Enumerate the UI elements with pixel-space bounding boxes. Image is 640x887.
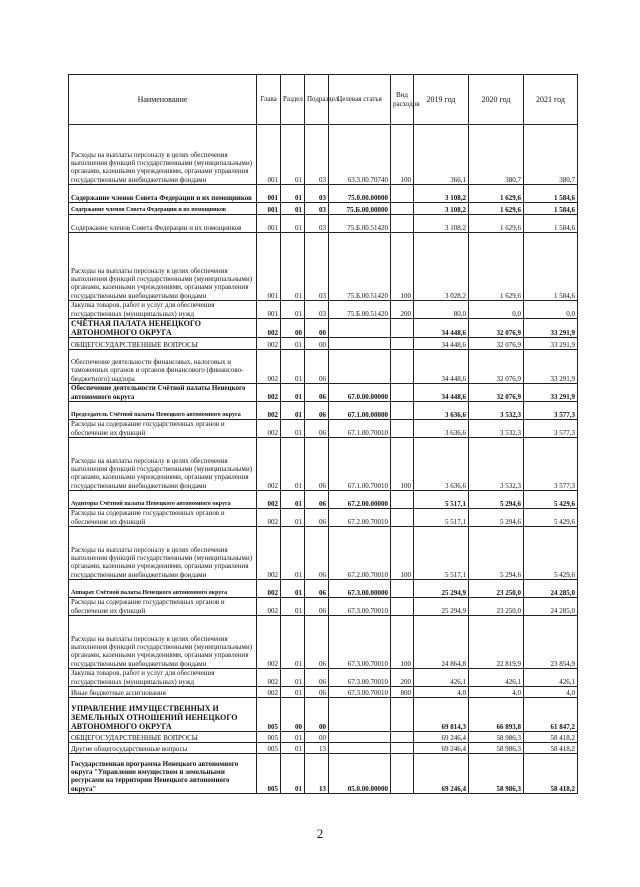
row-section: 01: [281, 527, 305, 580]
row-expense-type: 100: [391, 125, 414, 185]
row-value-2020: 32 076,9: [469, 350, 524, 384]
header-subsection: Подраздел: [305, 75, 329, 125]
row-subsection: 06: [305, 420, 329, 438]
row-article: [329, 338, 391, 350]
row-expense-type: 100: [391, 233, 414, 301]
row-section: 01: [281, 125, 305, 185]
row-article: [329, 698, 391, 732]
row-section: 01: [281, 491, 305, 509]
row-section: 00: [281, 319, 305, 338]
row-value-2020: 3 532,3: [469, 420, 524, 438]
row-section: 00: [281, 698, 305, 732]
row-section: 01: [281, 669, 305, 687]
row-expense-type: 800: [391, 687, 414, 698]
row-article: 67.2.00.70010: [329, 509, 391, 527]
row-section: 01: [281, 233, 305, 301]
table-row: [69, 527, 578, 580]
row-section: 01: [281, 732, 305, 743]
table-row: [69, 233, 578, 301]
table-row: [69, 125, 578, 185]
row-chapter: 002: [257, 338, 281, 350]
table-row: [69, 491, 578, 509]
row-name: Председатель Счётной палаты Ненецкого автономного округа: [69, 402, 257, 420]
row-article: 75.Б.00.51420: [329, 233, 391, 301]
row-value-2019: 3 108,2: [414, 185, 469, 203]
row-chapter: 002: [257, 438, 281, 491]
row-expense-type: [391, 350, 414, 384]
row-name: Государственная программа Ненецкого автономного округа "Управление имуществом и земельными ресурсами на территории Ненецкого автономного округа": [69, 754, 257, 794]
row-value-2019: 24 864,8: [414, 616, 469, 669]
row-value-2021: 33 291,9: [524, 384, 578, 402]
row-value-2019: 69 246,4: [414, 732, 469, 743]
row-value-2021: 24 285,0: [524, 598, 578, 616]
row-value-2021: 5 429,6: [524, 509, 578, 527]
row-name: Расходы на выплаты персоналу в целях обеспечения выполнения функций государственными (муниципальными) органами, казенными учреждениями, органами управления государственными внебюджетными фондами: [69, 233, 257, 301]
row-value-2019: 69 814,3: [414, 698, 469, 732]
row-name: Расходы на выплаты персоналу в целях обеспечения выполнения функций государственными (муниципальными) органами, казенными учреждениями, органами управления государственными внебюджетными фондами: [69, 527, 257, 580]
row-subsection: 06: [305, 438, 329, 491]
row-value-2021: 58 418,2: [524, 732, 578, 743]
row-section: 01: [281, 687, 305, 698]
row-value-2019: 5 517,1: [414, 527, 469, 580]
row-name: Расходы на содержание государственных органов и обеспечение их функций: [69, 598, 257, 616]
row-article: 67.2.00.70010: [329, 527, 391, 580]
row-section: 01: [281, 402, 305, 420]
row-value-2021: 380,7: [524, 125, 578, 185]
row-article: 67.0.00.00000: [329, 384, 391, 402]
row-name: СЧЁТНАЯ ПАЛАТА НЕНЕЦКОГО АВТОНОМНОГО ОКРУГА: [69, 319, 257, 338]
row-value-2019: 3 108,2: [414, 203, 469, 215]
row-section: 01: [281, 350, 305, 384]
row-expense-type: 200: [391, 669, 414, 687]
row-chapter: 002: [257, 687, 281, 698]
row-section: 01: [281, 616, 305, 669]
row-section: 01: [281, 384, 305, 402]
row-article: [329, 350, 391, 384]
row-value-2020: 23 250,0: [469, 598, 524, 616]
row-name: Расходы на содержание государственных органов и обеспечение их функций: [69, 420, 257, 438]
row-name: Аппарат Счётной палаты Ненецкого автономного округа: [69, 580, 257, 598]
row-value-2019: 3 636,6: [414, 402, 469, 420]
table-row: [69, 509, 578, 527]
row-name: Закупка товаров, работ и услуг для обеспечения государственных (муниципальных) нужд: [69, 669, 257, 687]
row-section: 01: [281, 743, 305, 754]
header-section: Раздел: [281, 75, 305, 125]
row-name: ОБЩЕГОСУДАРСТВЕННЫЕ ВОПРОСЫ: [69, 732, 257, 743]
row-value-2021: 23 854,9: [524, 616, 578, 669]
row-chapter: 001: [257, 185, 281, 203]
row-value-2020: 32 076,9: [469, 319, 524, 338]
row-value-2020: 380,7: [469, 125, 524, 185]
row-subsection: 06: [305, 527, 329, 580]
row-value-2019: 3 636,6: [414, 438, 469, 491]
row-chapter: 002: [257, 669, 281, 687]
row-name: Содержание членов Совета Федерации и их помощников: [69, 203, 257, 215]
row-article: [329, 743, 391, 754]
row-value-2019: 3 028,2: [414, 233, 469, 301]
row-article: 67.1.00.70010: [329, 420, 391, 438]
row-article: 67.1.00.00000: [329, 402, 391, 420]
row-value-2021: 58 418,2: [524, 754, 578, 794]
row-value-2020: 1 629,6: [469, 185, 524, 203]
row-value-2019: 5 517,1: [414, 509, 469, 527]
row-expense-type: [391, 598, 414, 616]
row-value-2019: 34 448,6: [414, 338, 469, 350]
row-value-2020: 1 629,6: [469, 203, 524, 215]
header-article: Целевая статья: [329, 75, 391, 125]
row-expense-type: [391, 215, 414, 233]
row-value-2020: 5 294,6: [469, 491, 524, 509]
table-header-row: [69, 75, 578, 125]
table-row: [69, 438, 578, 491]
row-value-2021: 4,0: [524, 687, 578, 698]
row-subsection: 03: [305, 185, 329, 203]
row-subsection: 06: [305, 350, 329, 384]
table-row: [69, 598, 578, 616]
row-value-2020: 32 076,9: [469, 384, 524, 402]
row-value-2019: 25 294,9: [414, 598, 469, 616]
row-value-2019: 69 246,4: [414, 743, 469, 754]
row-value-2020: 5 294,6: [469, 509, 524, 527]
row-chapter: 001: [257, 215, 281, 233]
row-section: 01: [281, 185, 305, 203]
row-subsection: 06: [305, 580, 329, 598]
row-subsection: 06: [305, 669, 329, 687]
row-subsection: 13: [305, 754, 329, 794]
row-subsection: 06: [305, 384, 329, 402]
row-value-2021: 33 291,9: [524, 319, 578, 338]
table-row: [69, 732, 578, 743]
row-value-2019: 69 246,4: [414, 754, 469, 794]
row-chapter: 002: [257, 527, 281, 580]
row-expense-type: [391, 754, 414, 794]
row-value-2020: 3 532,3: [469, 402, 524, 420]
page-number: 2: [316, 826, 324, 841]
row-value-2019: 426,1: [414, 669, 469, 687]
row-name: Обеспечение деятельности Счётной палаты Ненецкого автономного округа: [69, 384, 257, 402]
row-name: ОБЩЕГОСУДАРСТВЕННЫЕ ВОПРОСЫ: [69, 338, 257, 350]
row-name: Обеспечение деятельности финансовых, налоговых и таможенных органов и органов финансового (финансово-бюджетного) надзора: [69, 350, 257, 384]
row-expense-type: [391, 402, 414, 420]
row-name: УПРАВЛЕНИЕ ИМУЩЕСТВЕННЫХ И ЗЕМЕЛЬНЫХ ОТНОШЕНИЙ НЕНЕЦКОГО АВТОНОМНОГО ОКРУГА: [69, 698, 257, 732]
row-expense-type: 100: [391, 616, 414, 669]
row-subsection: 00: [305, 319, 329, 338]
row-article: 67.3.00.70010: [329, 616, 391, 669]
table-row: [69, 384, 578, 402]
row-expense-type: [391, 509, 414, 527]
row-subsection: 03: [305, 301, 329, 319]
row-value-2020: 5 294,6: [469, 527, 524, 580]
table-row: [69, 743, 578, 754]
row-section: 01: [281, 420, 305, 438]
row-value-2021: 426,1: [524, 669, 578, 687]
row-chapter: 001: [257, 301, 281, 319]
header-2020: 2020 год: [469, 75, 524, 125]
row-value-2021: 1 584,6: [524, 185, 578, 203]
table-row: [69, 754, 578, 794]
row-value-2020: 1 629,6: [469, 215, 524, 233]
row-section: 01: [281, 754, 305, 794]
budget-table: [68, 74, 578, 794]
row-subsection: 00: [305, 338, 329, 350]
header-expense-type: Вид расходов: [391, 75, 414, 125]
row-expense-type: [391, 319, 414, 338]
header-2021: 2021 год: [524, 75, 578, 125]
row-name: Расходы на содержание государственных органов и обеспечение их функций: [69, 509, 257, 527]
table-row: [69, 616, 578, 669]
row-article: 67.3.00.00000: [329, 580, 391, 598]
row-subsection: 00: [305, 732, 329, 743]
row-section: 01: [281, 203, 305, 215]
row-expense-type: 200: [391, 301, 414, 319]
row-article: [329, 732, 391, 743]
row-article: 05.0.00.00000: [329, 754, 391, 794]
row-chapter: 005: [257, 698, 281, 732]
row-expense-type: 100: [391, 438, 414, 491]
row-value-2019: 3 108,2: [414, 215, 469, 233]
row-value-2021: 0,0: [524, 301, 578, 319]
row-expense-type: [391, 203, 414, 215]
row-value-2020: 1 629,6: [469, 233, 524, 301]
row-value-2020: 23 250,0: [469, 580, 524, 598]
table-row: [69, 687, 578, 698]
row-value-2019: 34 448,6: [414, 384, 469, 402]
row-value-2020: 58 986,3: [469, 732, 524, 743]
row-value-2020: 58 986,3: [469, 754, 524, 794]
row-chapter: 005: [257, 743, 281, 754]
row-section: 01: [281, 580, 305, 598]
row-value-2019: 34 448,6: [414, 319, 469, 338]
row-expense-type: [391, 732, 414, 743]
table-row: [69, 669, 578, 687]
row-name: Содержание членов Совета Федерации и их помощников: [69, 215, 257, 233]
row-value-2020: 426,1: [469, 669, 524, 687]
row-expense-type: [391, 580, 414, 598]
row-expense-type: [391, 384, 414, 402]
row-name: Содержание членов Совета Федерации и их помощников: [69, 185, 257, 203]
table-row: [69, 215, 578, 233]
row-name: Другие общегосударственные вопросы: [69, 743, 257, 754]
row-subsection: 06: [305, 598, 329, 616]
budget-table-sheet: [68, 74, 577, 794]
row-article: 75.0.00.00000: [329, 185, 391, 203]
table-row: [69, 319, 578, 338]
row-subsection: 13: [305, 743, 329, 754]
table-row: [69, 420, 578, 438]
row-value-2021: 3 577,3: [524, 402, 578, 420]
row-expense-type: [391, 698, 414, 732]
row-value-2021: 24 285,0: [524, 580, 578, 598]
row-chapter: 002: [257, 580, 281, 598]
table-row: [69, 203, 578, 215]
row-subsection: 03: [305, 233, 329, 301]
row-article: 67.1.00.70010: [329, 438, 391, 491]
row-value-2021: 1 584,6: [524, 215, 578, 233]
row-chapter: 001: [257, 203, 281, 215]
row-value-2019: 4,0: [414, 687, 469, 698]
row-section: 01: [281, 509, 305, 527]
row-article: 75.Б.00.51420: [329, 215, 391, 233]
row-chapter: 002: [257, 491, 281, 509]
header-name: Наименование: [69, 75, 257, 125]
row-chapter: 002: [257, 616, 281, 669]
row-chapter: 002: [257, 384, 281, 402]
row-chapter: 002: [257, 350, 281, 384]
row-value-2019: 3 636,6: [414, 420, 469, 438]
row-subsection: 03: [305, 203, 329, 215]
row-value-2021: 1 584,6: [524, 233, 578, 301]
row-chapter: 002: [257, 319, 281, 338]
row-article: 75.Б.00.00000: [329, 203, 391, 215]
row-chapter: 001: [257, 125, 281, 185]
row-expense-type: [391, 338, 414, 350]
row-value-2021: 33 291,9: [524, 338, 578, 350]
row-value-2020: 0,0: [469, 301, 524, 319]
row-value-2020: 32 076,9: [469, 338, 524, 350]
row-value-2021: 58 418,2: [524, 743, 578, 754]
row-value-2020: 4,0: [469, 687, 524, 698]
row-subsection: 00: [305, 698, 329, 732]
row-name: Расходы на выплаты персоналу в целях обеспечения выполнения функций государственными (муниципальными) органами, казенными учреждениями, органами управления государственными внебюджетными фондами: [69, 125, 257, 185]
table-row: [69, 185, 578, 203]
row-value-2021: 33 291,9: [524, 350, 578, 384]
row-expense-type: [391, 491, 414, 509]
row-value-2020: 22 819,9: [469, 616, 524, 669]
row-chapter: 005: [257, 754, 281, 794]
row-expense-type: [391, 743, 414, 754]
row-name: Иные бюджетные ассигнования: [69, 687, 257, 698]
row-value-2021: 1 584,6: [524, 203, 578, 215]
row-section: 01: [281, 301, 305, 319]
row-subsection: 06: [305, 616, 329, 669]
row-value-2019: 5 517,1: [414, 491, 469, 509]
row-value-2021: 5 429,6: [524, 491, 578, 509]
row-expense-type: [391, 185, 414, 203]
row-section: 01: [281, 338, 305, 350]
row-subsection: 06: [305, 509, 329, 527]
row-value-2021: 5 429,6: [524, 527, 578, 580]
row-value-2020: 66 893,8: [469, 698, 524, 732]
row-section: 01: [281, 215, 305, 233]
row-name: Расходы на выплаты персоналу в целях обеспечения выполнения функций государственными (муниципальными) органами, казенными учреждениями, органами управления государственными внебюджетными фондами: [69, 616, 257, 669]
row-article: 67.2.00.00000: [329, 491, 391, 509]
row-article: [329, 319, 391, 338]
table-row: [69, 301, 578, 319]
row-section: 01: [281, 598, 305, 616]
row-value-2019: 25 294,9: [414, 580, 469, 598]
row-value-2020: 58 986,3: [469, 743, 524, 754]
table-row: [69, 580, 578, 598]
row-value-2019: 80,0: [414, 301, 469, 319]
row-name: Аудиторы Счётной палаты Ненецкого автономного округа: [69, 491, 257, 509]
row-value-2019: 34 448,6: [414, 350, 469, 384]
table-row: [69, 698, 578, 732]
row-article: 75.Б.00.51420: [329, 301, 391, 319]
row-chapter: 001: [257, 233, 281, 301]
row-name: Расходы на выплаты персоналу в целях обеспечения выполнения функций государственными (муниципальными) органами, казенными учреждениями, органами управления государственными внебюджетными фондами: [69, 438, 257, 491]
row-expense-type: [391, 420, 414, 438]
row-value-2021: 3 577,3: [524, 420, 578, 438]
row-article: 67.3.00.70010: [329, 687, 391, 698]
table-row: [69, 350, 578, 384]
row-article: 67.3.00.70010: [329, 669, 391, 687]
row-chapter: 002: [257, 598, 281, 616]
row-chapter: 002: [257, 402, 281, 420]
header-chapter: Глава: [257, 75, 281, 125]
row-article: 67.3.00.70010: [329, 598, 391, 616]
row-section: 01: [281, 438, 305, 491]
table-row: [69, 402, 578, 420]
row-subsection: 03: [305, 125, 329, 185]
row-subsection: 06: [305, 402, 329, 420]
header-2019: 2019 год: [414, 75, 469, 125]
row-chapter: 002: [257, 509, 281, 527]
row-expense-type: 100: [391, 527, 414, 580]
row-name: Закупка товаров, работ и услуг для обеспечения государственных (муниципальных) нужд: [69, 301, 257, 319]
row-article: 63.3.00.70740: [329, 125, 391, 185]
row-subsection: 03: [305, 215, 329, 233]
table-row: [69, 338, 578, 350]
row-value-2021: 61 847,2: [524, 698, 578, 732]
row-value-2019: 366,1: [414, 125, 469, 185]
row-subsection: 06: [305, 491, 329, 509]
row-chapter: 002: [257, 420, 281, 438]
row-subsection: 06: [305, 687, 329, 698]
row-chapter: 005: [257, 732, 281, 743]
row-value-2020: 3 532,3: [469, 438, 524, 491]
row-value-2021: 3 577,3: [524, 438, 578, 491]
